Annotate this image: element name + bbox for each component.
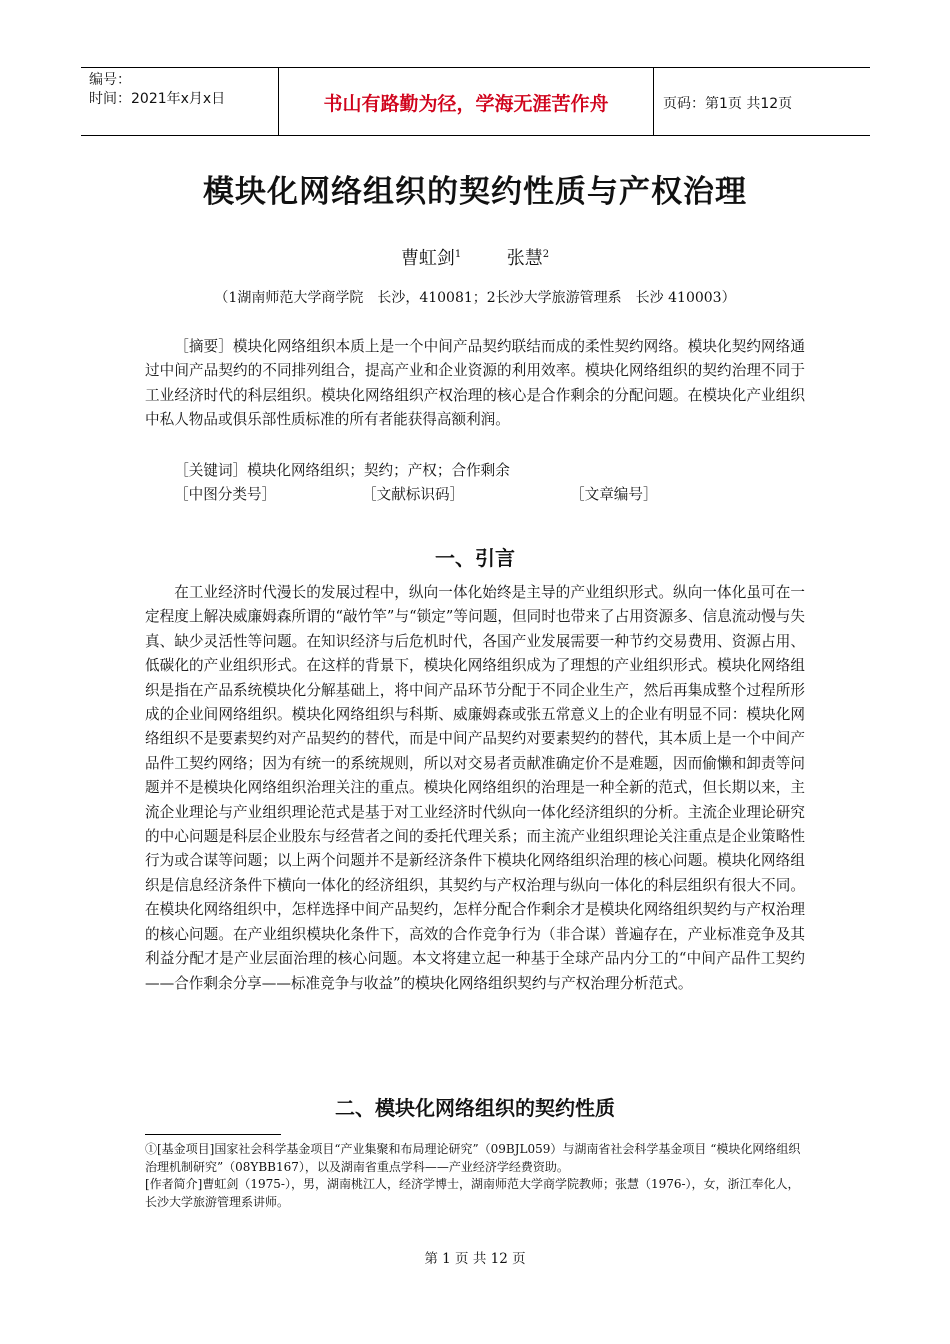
header-page-info: 页码：第1页 共12页 xyxy=(663,96,793,112)
section-heading-contract-nature: 二、模块化网络组织的契约性质 xyxy=(335,1096,615,1120)
authors xyxy=(0,244,950,270)
time-label: 时间：2021年x月x日 xyxy=(89,91,226,107)
affiliation: （1湖南师范大学商学院 长沙，410081；2长沙大学旅游管理系 长沙 410003） xyxy=(214,290,736,306)
footnote-rule xyxy=(145,1134,281,1135)
keywords: ［关键词］模块化网络组织；契约；产权；合作剩余 xyxy=(174,462,510,479)
header-meta xyxy=(89,71,225,109)
number-label: 编号： xyxy=(89,72,131,88)
footnote xyxy=(145,1141,805,1211)
author-1-affil-mark: 1 xyxy=(454,249,462,260)
document-code-label: ［文献标识码］ xyxy=(362,486,465,503)
header-top-rule xyxy=(81,67,870,68)
header-divider-2 xyxy=(653,67,654,136)
footnote-author-bio: [作者简介]曹虹剑（1975-），男，湖南桃江人，经济学博士，湖南师范大学商学院教师；张慧（1976-），女，浙江奉化人，长沙大学旅游管理系讲师。 xyxy=(145,1177,800,1209)
article-number-label: ［文章编号］ xyxy=(570,486,658,503)
section-heading-introduction: 一、引言 xyxy=(435,546,515,570)
author-2-affil-mark: 2 xyxy=(542,249,550,260)
page-footer: 第 1 页 共 12 页 xyxy=(424,1251,526,1267)
clc-number-label: ［中图分类号］ xyxy=(174,486,277,503)
header-bottom-rule xyxy=(81,135,870,136)
abstract: ［摘要］模块化网络组织本质上是一个中间产品契约联结而成的柔性契约网络。模块化契约网络通过中间产品契约的不同排列组合，提高产业和企业资源的利用效率。模块化网络组织的契约治理不同于工业经济时代的科层组织。模块化网络组织产权治理的核心是合作剩余的分配问题。在模块化产业组织中私人物品或俱乐部性质标准的所有者能获得高额利润。 xyxy=(145,338,805,429)
introduction-body: 在工业经济时代漫长的发展过程中，纵向一体化始终是主导的产业组织形式。纵向一体化虽可在一定程度上解决威廉姆森所谓的“敲竹竿”与“锁定”等问题，但同时也带来了占用资源多、信息流动慢与失真、缺少灵活性等问题。在知识经济与后危机时代，各国产业发展需要一种节约交易费用、资源占用、低碳化的产业组织形式。在这样的背景下，模块化网络组织成为了理想的产业组织形式。模块化网络组织是指在产品系统模块化分解基础上，将中间产品环节分配于不同企业生产，然后再集成整个过程所形成的企业间网络组织。模块化网络组织与科斯、威廉姆森或张五常意义上的企业有明显不同：模块化网络组织不是要素契约对产品契约的替代，而是中间产品契约对要素契约的替代，其本质上是一个中间产品件工契约网络；因为有统一的系统规则，所以对交易者贡献准确定价不是难题，因而偷懒和卸责等问题并不是模块化网络组织治理关注的重点。模块化网络组织的治理是一种全新的范式，但长期以来，主流企业理论与产业组织理论范式是基于对工业经济时代纵向一体化经济组织的分析。主流企业理论研究的中心问题是科层企业股东与经营者之间的委托代理关系；而主流产业组织理论关注重点是企业策略性行为或合谋等问题；以上两个问题并不是新经济条件下模块化网络组织治理的核心问题。模块化网络组织是信息经济条件下横向一体化的经济组织，其契约与产权治理与纵向一体化的科层组织有很大不同。在模块化网络组织中，怎样选择中间产品契约，怎样分配合作剩余才是模块化网络组织契约与产权治理的核心问题。在产业组织模块化条件下，高效的合作竞争行为（非合谋）普遍存在，产业标准竞争及其利益分配才是产业层面治理的核心问题。本文将建立起一种基于全球产品内分工的“中间产品件工契约——合作剩余分享——标准竞争与收益”的模块化网络组织契约与产权治理分析范式。 xyxy=(145,584,805,992)
paper-title: 模块化网络组织的契约性质与产权治理 xyxy=(203,174,747,210)
footnote-fund: ①[基金项目]国家社会科学基金项目“产业集聚和布局理论研究”（09BJL059）与湖南省社会科学基金项目 “模块化网络组织治理机制研究”（08YBB167），以及湖南省重点学科——产业经济学经费资助。 xyxy=(145,1142,801,1174)
author-2: 张慧 xyxy=(506,248,543,269)
page-header xyxy=(81,67,870,137)
author-1: 曹虹剑 xyxy=(400,248,455,269)
header-motto: 书山有路勤为径，学海无涯苦作舟 xyxy=(323,93,609,115)
